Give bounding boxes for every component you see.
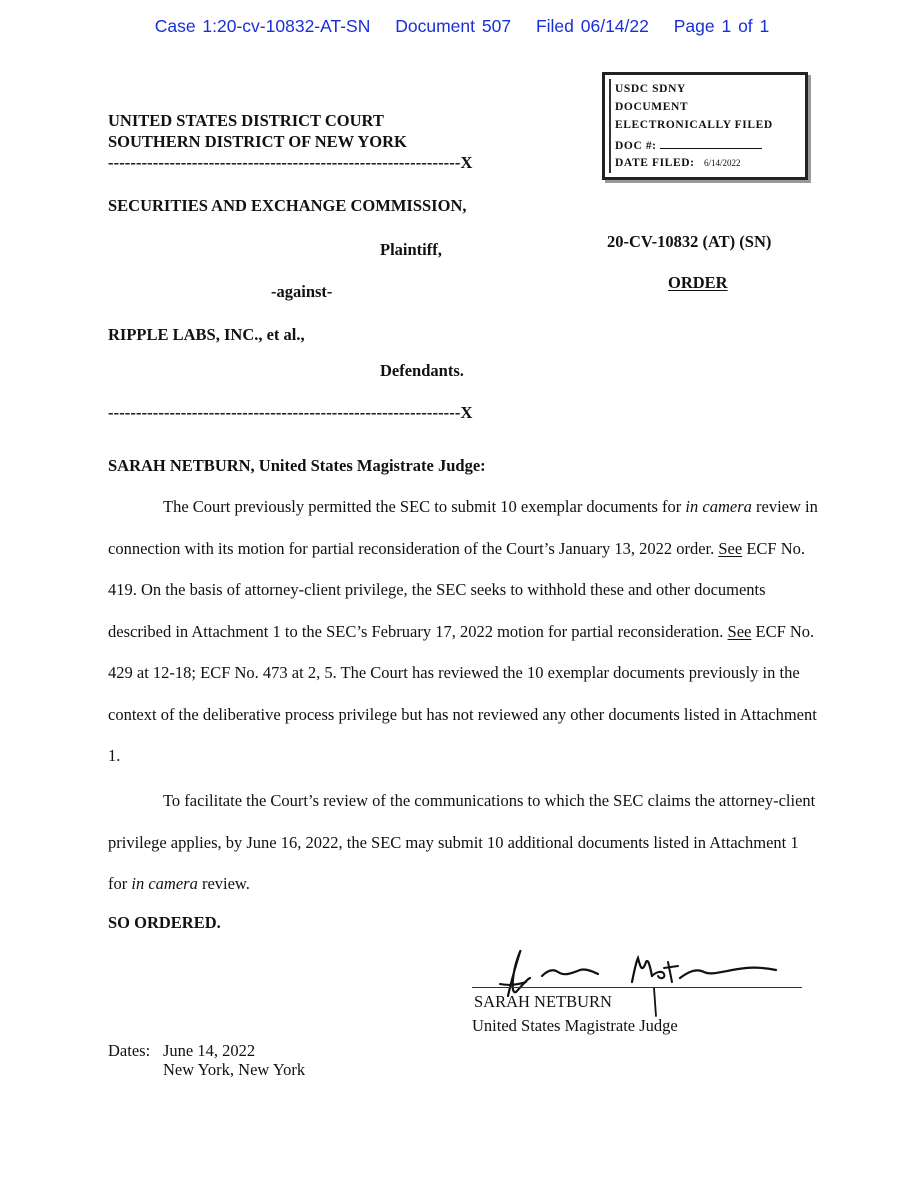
plaintiff-role: Plaintiff, [380, 240, 442, 259]
dated-date: June 14, 2022 [163, 1041, 256, 1060]
signer-title: United States Magistrate Judge [472, 1016, 678, 1035]
stamp-line-electronically-filed: ELECTRONICALLY FILED [615, 119, 773, 131]
stamp-line-date-filed [615, 157, 741, 169]
against-label: -against- [271, 282, 333, 301]
case-number-header: Case 1:20-cv-10832-AT-SN [154, 16, 371, 36]
p1-in-camera: in camera [685, 497, 752, 516]
p1-see-1: See [718, 538, 743, 558]
stamp-line-document: DOCUMENT [615, 101, 689, 113]
case-number: 20-CV-10832 (AT) (SN) [607, 232, 772, 251]
caption-divider-top: ---------------------------------------------------------------X [108, 153, 473, 172]
p2-text-a: To facilitate the Court’s review of the communications to which the SEC claims the attorney-client privilege applies, by June 16, 2022, the SEC may submit 10 additional documents listed in Attachment 1 for [108, 791, 816, 893]
court-name-line1: UNITED STATES DISTRICT COURT [108, 111, 384, 130]
dated-label: Dates: [108, 1041, 151, 1060]
p1-see-2: See [727, 621, 752, 641]
plaintiff-name: SECURITIES AND EXCHANGE COMMISSION, [108, 196, 467, 215]
defendant-role: Defendants. [380, 361, 464, 380]
case-header [0, 16, 924, 37]
p1-text-a: The Court previously permitted the SEC to submit 10 exemplar documents for [163, 497, 686, 516]
filing-stamp [602, 72, 808, 180]
p1-text-b: review in connection with its motion for partial reconsideration of the Court’s January 13, 2022 order. [108, 497, 818, 558]
defendant-name: RIPPLE LABS, INC., et al., [108, 325, 305, 344]
so-ordered: SO ORDERED. [108, 913, 221, 932]
paragraph-2 [108, 780, 820, 905]
stamp-date-label: DATE FILED: [615, 157, 695, 169]
stamp-doc-blank [660, 138, 762, 149]
stamp-line-doc-number [615, 138, 762, 152]
paragraph-1 [108, 486, 820, 777]
p2-in-camera: in camera [131, 874, 198, 893]
order-title: ORDER [668, 273, 728, 292]
court-name-line2: SOUTHERN DISTRICT OF NEW YORK [108, 132, 407, 151]
stamp-date-value: 6/14/2022 [704, 158, 741, 168]
filed-date: Filed 06/14/22 [535, 16, 649, 36]
caption-divider-bottom: ---------------------------------------------------------------X [108, 403, 473, 422]
document-number: Document 507 [395, 16, 512, 36]
signature-line [472, 987, 802, 988]
stamp-line-usdc: USDC SDNY [615, 83, 686, 95]
page-count: Page 1 of 1 [673, 16, 770, 36]
p1-text-d: ECF No. 429 at 12-18; ECF No. 473 at 2, 5. The Court has reviewed the 10 exemplar documents previously in the context of the deliberative process privilege but has not reviewed any other documents listed in Attachment 1. [108, 621, 817, 765]
signer-name: SARAH NETBURN [474, 992, 612, 1011]
p2-text-b: review. [197, 874, 250, 893]
dated-place: New York, New York [163, 1060, 306, 1079]
p1-text-c: ECF No. 419. On the basis of attorney-client privilege, the SEC seeks to withhold these and other documents described in Attachment 1 to the SEC’s February 17, 2022 motion for partial reconsideration. [108, 538, 806, 641]
judge-heading: SARAH NETBURN, United States Magistrate Judge: [108, 456, 486, 475]
stamp-doc-label: DOC #: [615, 140, 657, 152]
